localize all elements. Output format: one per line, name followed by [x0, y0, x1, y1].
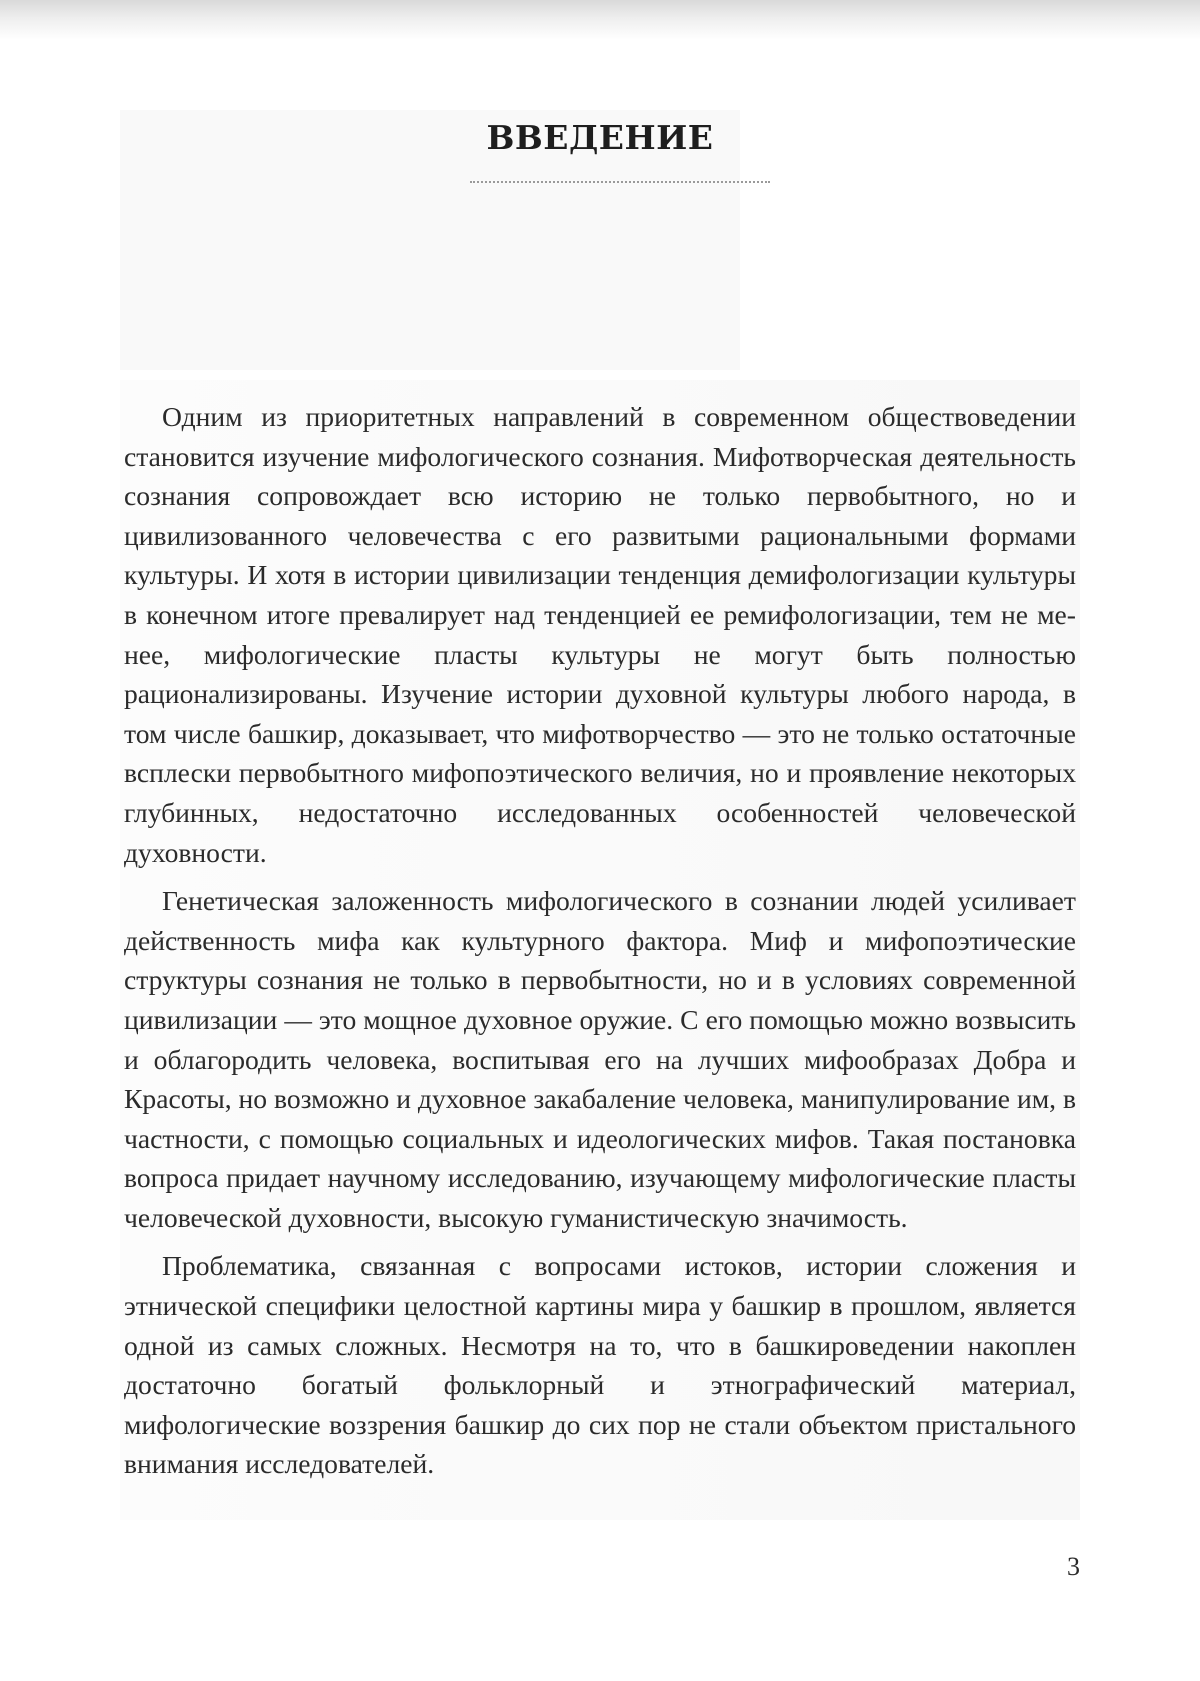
page-title: ВВЕДЕНИЕ — [486, 118, 714, 157]
title-dotted-rule — [470, 181, 770, 183]
paragraph-1: Одним из приоритетных направлений в современном обществоведении становится изучение мифологического сознания. Мифотворческая деятельность сознания сопровождает всю историю не только первобытного, но и цивилизованного человечества с его развитыми рациональными формами культуры. И хотя в истории цивилизации тенденция демифологизации культуры в конечном итоге превалирует над тенденцией ее ремифологизации, тем не менее, мифологические пласты культуры не могут быть полностью рационализированы. Изучение истории духовной культуры любого народа, в том числе башкир, доказывает, что мифотворчество — это не только остаточные всплески первобытного мифопоэтического величия, но и проявление некоторых глубинных, недостаточно исследованных особенностей человеческой духовности. — [124, 401, 1076, 868]
scan-top-edge — [0, 0, 1200, 40]
page-number: 3 — [1067, 1552, 1080, 1581]
paragraph-2: Генетическая заложенность мифологического в сознании людей усиливает действенность мифа как культурного фактора. Миф и мифопоэтические структуры сознания не только в первобытности, но и в условиях современной цивилизации — это мощное духовное оружие. С его помощью можно возвысить и облагородить человека, воспитывая его на лучших мифообразах Добра и Красоты, но возможно и духовное закабаление человека, манипулирование им, в частности, с помощью социальных и идеологических мифов. Такая постановка вопроса придает научному исследованию, изучающему мифологические пласты человеческой духовности, высокую гуманистическую значимость. — [124, 885, 1076, 1233]
paragraph-3: Проблематика, связанная с вопросами истоков, истории сложения и этнической специфики целостной картины мира у башкир в прошлом, является одной из самых сложных. Несмотря на то, что в башкироведении накоплен достаточно богатый фольклорный и этнографический материал, мифологические воззрения башкир до сих пор не стали объектом пристального внимания исследователей. — [124, 1250, 1076, 1480]
body-text — [124, 397, 1076, 1493]
